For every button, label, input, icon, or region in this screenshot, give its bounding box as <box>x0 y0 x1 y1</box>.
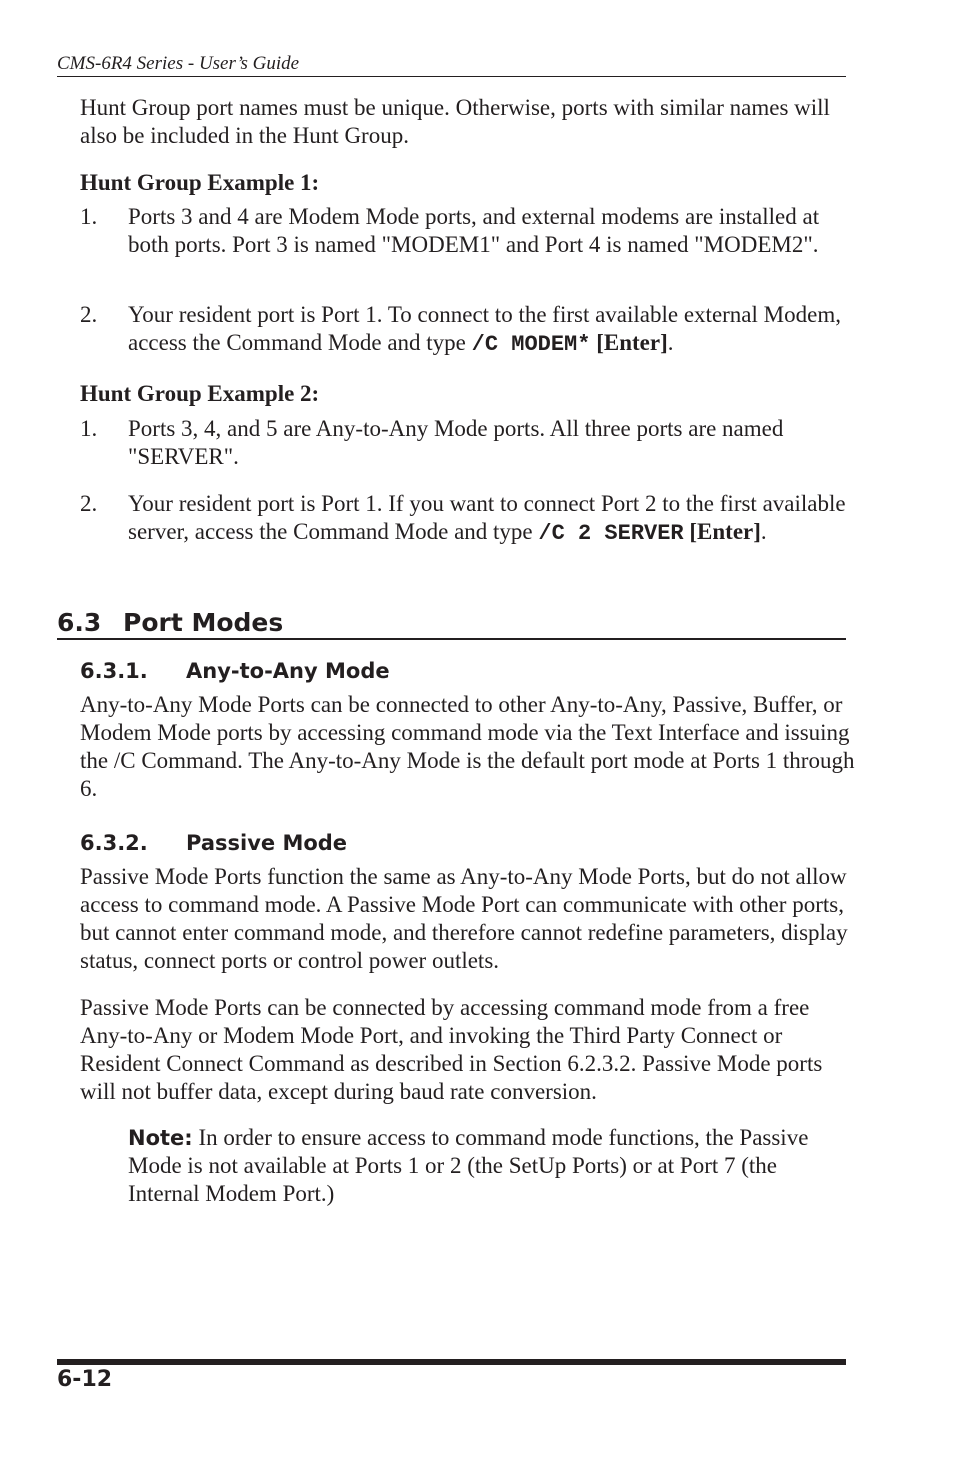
passive-paragraph-1: Passive Mode Ports function the same as Any-to-Any Mode Ports, but do not allow access to command mode. A Passive Mode Port can communicate with other ports, but cannot enter command mode, and therefore cannot redefine parameters, display status, connect ports or control power outlets. <box>80 864 848 973</box>
subsection-heading-passive <box>80 830 840 856</box>
note-label: Note: <box>128 1126 193 1150</box>
list-text-end: . <box>760 519 767 544</box>
enter-key: [Enter] <box>596 330 668 355</box>
section-title: Port Modes <box>123 608 284 637</box>
list-text: Ports 3 and 4 are Modem Mode ports, and external modems are installed at both ports. Port 3 is named "MODEM1" and Port 4 is named "MODEM2". <box>128 204 820 257</box>
any-to-any-paragraph: Any-to-Any Mode Ports can be connected to other Any-to-Any, Passive, Buffer, or Modem Mode ports by accessing command mode via the Text Interface and issuing the /C Command. The Any-to-Any Mode is the default port mode at Ports 1 through 6. <box>80 692 855 801</box>
list-text <box>128 490 848 548</box>
list-number: 2. <box>80 302 98 327</box>
running-header: CMS-6R4 Series - User’s Guide <box>57 52 846 77</box>
list-text-body: Your resident port is Port 1. To connect to the first available external Modem, access the Command Mode and type <box>128 302 841 355</box>
subsection-heading-any-to-any <box>80 658 840 684</box>
note-block <box>128 1124 828 1208</box>
subsection-title: Passive Mode <box>186 831 348 855</box>
page-number: 6-12 <box>57 1367 113 1392</box>
list-number: 2. <box>80 491 98 516</box>
subsection-title: Any-to-Any Mode <box>186 659 390 683</box>
passive-paragraph-2: Passive Mode Ports can be connected by accessing command mode from a free Any-to-Any or Modem Mode Port, and invoking the Third Party Connect or Resident Connect Command as described in Section 6.2.3.2. Passive Mode ports will not buffer data, except during baud rate conversion. <box>80 995 823 1104</box>
list-number: 1. <box>80 416 98 441</box>
subsection-number: 6.3.2. <box>80 831 148 855</box>
section-heading <box>57 608 846 640</box>
list-number: 1. <box>80 204 98 229</box>
intro-paragraph: Hunt Group port names must be unique. Otherwise, ports with similar names will also be included in the Hunt Group. <box>80 95 830 148</box>
list-text-end: . <box>667 330 674 355</box>
subsection-number: 6.3.1. <box>80 659 148 683</box>
example2-heading: Hunt Group Example 2: <box>80 381 320 406</box>
command-code: /C 2 SERVER <box>538 521 684 546</box>
list-text <box>128 301 848 359</box>
list-text: Ports 3, 4, and 5 are Any-to-Any Mode ports. All three ports are named "SERVER". <box>128 416 784 469</box>
example1-heading: Hunt Group Example 1: <box>80 170 320 195</box>
note-text: In order to ensure access to command mode functions, the Passive Mode is not available at Ports 1 or 2 (the SetUp Ports) or at Port 7 (the Internal Modem Port.) <box>128 1125 809 1206</box>
enter-key: [Enter] <box>689 519 761 544</box>
footer-rule <box>57 1359 846 1365</box>
section-number: 6.3 <box>57 608 102 637</box>
list-text-body: Your resident port is Port 1. If you want to connect Port 2 to the first available server, access the Command Mode and type <box>128 491 846 544</box>
command-code: /C MODEM* <box>471 332 591 357</box>
